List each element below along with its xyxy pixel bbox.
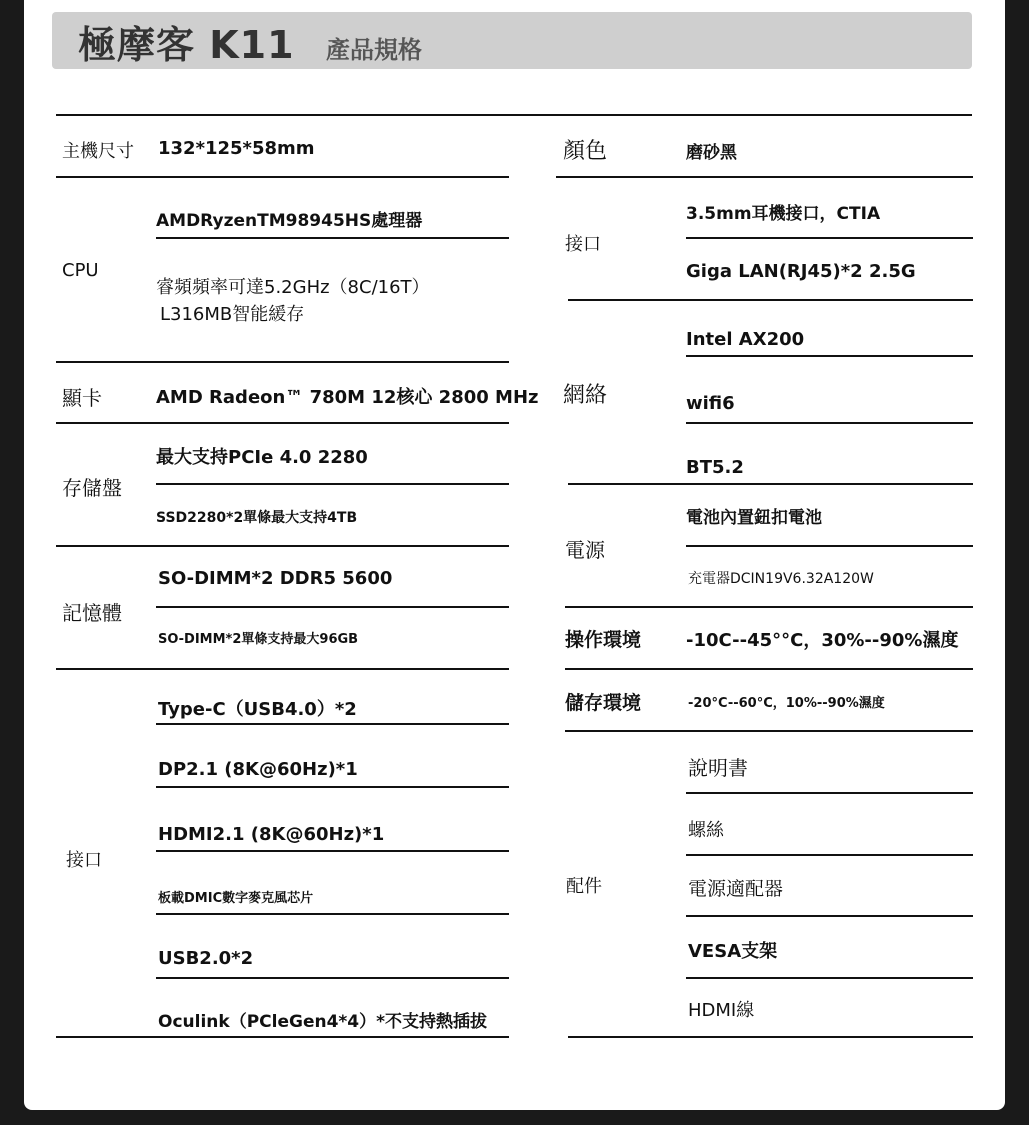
label-network: 網絡 — [563, 383, 608, 408]
divider — [56, 1036, 509, 1038]
value-cpu-freq: 睿頻頻率可達5.2GHz（8C/16T） — [156, 277, 430, 298]
divider — [156, 850, 509, 852]
value-accessory-2: 螺絲 — [688, 820, 724, 841]
divider — [156, 977, 509, 979]
divider — [686, 792, 973, 794]
divider — [686, 237, 973, 239]
label-gpu: 顯卡 — [62, 386, 102, 410]
label-cpu: CPU — [62, 260, 99, 281]
divider — [156, 606, 509, 608]
value-storage-env: -20°C--60°C，10%--90%濕度 — [688, 696, 885, 711]
value-color: 磨砂黑 — [686, 143, 737, 163]
divider — [686, 545, 973, 547]
label-ports-left: 接口 — [66, 850, 102, 871]
value-port-6: Oculink（PCleGen4*4）*不支持熱插拔 — [158, 1012, 488, 1032]
divider — [686, 977, 973, 979]
divider — [565, 730, 973, 732]
value-power-1: 電池內置鈕扣電池 — [686, 508, 822, 528]
value-gpu: AMD Radeon™ 780M 12核心 2800 MHz — [156, 387, 539, 408]
divider — [686, 854, 973, 856]
divider — [156, 483, 509, 485]
label-accessories: 配件 — [566, 876, 602, 897]
value-storage-1: 最大支持PCIe 4.0 2280 — [156, 447, 368, 468]
value-network-2: wifi6 — [686, 393, 735, 414]
label-size: 主機尺寸 — [62, 141, 134, 162]
divider — [568, 483, 973, 485]
divider — [156, 913, 509, 915]
value-storage-2: SSD2280*2單條最大支持4TB — [156, 510, 358, 526]
divider — [568, 1036, 973, 1038]
value-accessory-3: 電源適配器 — [688, 878, 784, 900]
value-accessory-1: 說明書 — [688, 756, 748, 780]
spec-sheet — [24, 0, 1005, 1110]
value-cpu-processor: AMDRyzenTM98945HS處理器 — [156, 211, 423, 231]
divider — [556, 176, 973, 178]
value-accessory-5: HDMI線 — [688, 1000, 755, 1021]
value-memory-1: SO-DIMM*2 DDR5 5600 — [158, 568, 393, 589]
value-memory-2: SO-DIMM*2單條支持最大96GB — [158, 632, 359, 647]
divider — [56, 422, 509, 424]
divider — [568, 299, 973, 301]
value-port-1: Type-C（USB4.0）*2 — [158, 699, 357, 720]
product-title: 極摩客 K11 — [78, 23, 295, 67]
value-accessory-4: VESA支架 — [688, 941, 778, 962]
value-power-2: 充電器DCIN19V6.32A120W — [688, 571, 874, 587]
divider — [56, 361, 509, 363]
divider — [56, 176, 509, 178]
label-storage: 存儲盤 — [62, 476, 122, 500]
value-cpu-cache: L316MB智能緩存 — [160, 304, 305, 325]
divider — [156, 237, 509, 239]
divider — [56, 545, 509, 547]
divider — [56, 668, 509, 670]
divider — [565, 668, 973, 670]
value-port-2: DP2.1 (8K@60Hz)*1 — [158, 759, 358, 780]
value-port-3: HDMI2.1 (8K@60Hz)*1 — [158, 824, 385, 845]
value-size: 132*125*58mm — [158, 138, 315, 159]
section-subtitle: 產品規格 — [326, 36, 422, 64]
value-port-5: USB2.0*2 — [158, 948, 254, 969]
divider — [156, 786, 509, 788]
value-network-1: Intel AX200 — [686, 329, 805, 350]
divider — [686, 915, 973, 917]
label-color: 顏色 — [563, 139, 608, 164]
divider — [156, 723, 509, 725]
value-network-3: BT5.2 — [686, 457, 744, 478]
label-power: 電源 — [565, 538, 605, 562]
value-operating-env: -10C--45°°C，30%--90%濕度 — [686, 630, 959, 651]
divider — [686, 422, 973, 424]
divider — [56, 114, 972, 116]
label-memory: 記憶體 — [62, 601, 122, 625]
label-operating-env: 操作環境 — [565, 629, 642, 651]
value-audio-port: 3.5mm耳機接口，CTIA — [686, 204, 881, 224]
label-ports-right: 接口 — [565, 234, 601, 255]
value-port-4: 板載DMIC數字麥克風芯片 — [158, 891, 314, 906]
label-storage-env: 儲存環境 — [565, 692, 642, 714]
value-lan-port: Giga LAN(RJ45)*2 2.5G — [686, 261, 916, 282]
divider — [565, 606, 973, 608]
divider — [686, 355, 973, 357]
